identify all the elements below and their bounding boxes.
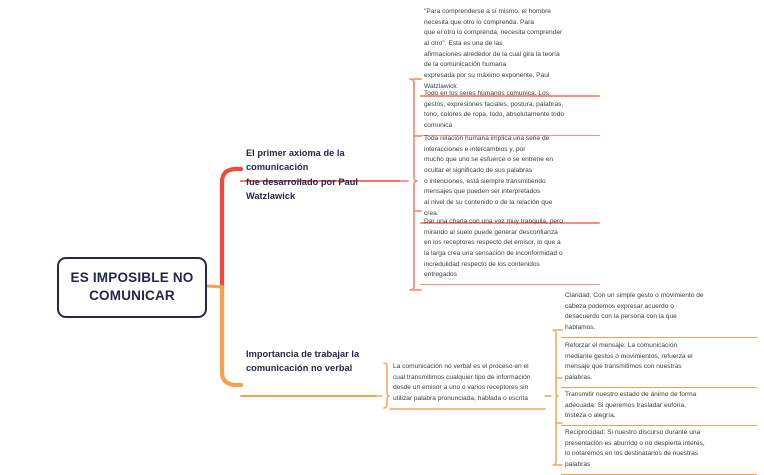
leaf-axioma-1-l4: al otro". Esta es una de las — [424, 40, 503, 48]
leaf-axioma-4-l4: la larga crea una sensación de inconformidad o — [424, 250, 563, 258]
leaf-axioma-1[interactable] — [420, 7, 600, 97]
leaf-axioma-4-l2: mirando al suelo puede generar desconfianza — [424, 228, 558, 236]
topic-axioma[interactable] — [246, 146, 406, 203]
leaf-axioma-4-l1: Dar una charla con una voz muy tranquila, pero — [424, 218, 563, 225]
topic-axioma-line1: El primer axioma de la comunicación — [246, 148, 345, 173]
leaf-no-verbal-3-l3: tristeza o alegría. — [565, 412, 616, 420]
leaf-no-verbal-1-l4: hablamos. — [565, 324, 596, 332]
leaf-axioma-3-l3: mucho que uno se esfuerce o se entrene en — [424, 156, 554, 164]
leaf-axioma-2-l1: Todo en los seres humanos comunica. Los — [424, 90, 549, 97]
leaf-axioma-3-l8: crea. — [424, 209, 439, 217]
leaf-axioma-2-l2: gestos, expresiones faciales, postura, palabras, — [424, 100, 564, 108]
leaf-axioma-4-l3: en los receptores respecto del emisor, lo que a — [424, 239, 561, 247]
leaf-no-verbal-4-l3: lo notaremos en los destinatarios de nuestras — [565, 450, 699, 458]
leaf-axioma-3-l4: ocultar el significado de sus palabras — [424, 167, 533, 175]
leaf-axioma-1-l2: necesita que otro lo comprenda. Para — [424, 18, 534, 26]
topic-no-verbal-line1: Importancia de trabajar la — [246, 349, 360, 359]
leaf-axioma-1-l5: afirmaciones alrededor de la cual gira la teoría — [424, 50, 560, 58]
root-label-line1: ES IMPOSIBLE NO — [70, 270, 194, 285]
leaf-no-verbal-2-l1: Reforzar el mensaje: La comunicación — [565, 342, 678, 349]
leaf-no-verbal-3[interactable] — [561, 390, 757, 426]
leaf-axioma-3-l1: Toda relación humana implica una serie de — [424, 135, 550, 142]
leaf-no-verbal-2-underline — [561, 387, 757, 388]
leaf-axioma-2[interactable] — [420, 89, 600, 136]
leaf-axioma-4[interactable] — [420, 217, 600, 285]
leaf-no-verbal-1[interactable] — [561, 291, 757, 338]
noverbal-leaves-bracket — [553, 330, 558, 465]
axioma-bracket — [410, 79, 417, 290]
leaf-no-verbal-3-l1: Transmitir nuestro estado de ánimo de forma — [565, 391, 697, 398]
leaf-no-verbal-2[interactable] — [561, 341, 757, 388]
definition-l1: La comunicación no verbal es el proceso en el — [393, 363, 529, 370]
root-node[interactable] — [57, 257, 207, 318]
leaf-axioma-1-l6: de la comunicación humana — [424, 61, 507, 69]
leaf-no-verbal-1-l2: cabeza podemos expresar acuerdo o — [565, 302, 674, 310]
leaf-no-verbal-4-l1: Reciprocidad: Si nuestro discurso durante una — [565, 429, 701, 436]
leaf-axioma-1-l7: expresada por su máximo exponente, Paul — [424, 72, 550, 80]
leaf-no-verbal-definition[interactable] — [389, 362, 545, 405]
leaf-axioma-1-l3: que el otro lo comprenda, necesita comprender — [424, 29, 563, 37]
leaf-no-verbal-2-l2: mediante gestos o movimientos, refuerza el — [565, 352, 693, 360]
leaf-no-verbal-3-l2: adecuada: Si queremos trasladar euforia, — [565, 401, 686, 409]
leaf-no-verbal-4[interactable] — [561, 428, 757, 475]
leaf-no-verbal-3-underline — [561, 425, 757, 426]
leaf-axioma-4-underline — [420, 284, 600, 285]
leaf-no-verbal-4-l2: presentación es aburrido o no despierta interés, — [565, 439, 705, 447]
leaf-axioma-2-l4: comunica — [424, 122, 453, 130]
leaf-no-verbal-2-l3: mensaje que transmitimos con nuestras — [565, 363, 682, 371]
definition-l2: cual transmitimos cualquier tipo de información — [393, 373, 531, 381]
topic-axioma-line2: fue desarrollado por Paul Watzlawick — [246, 176, 359, 201]
definition-l3: desde un emisor a uno o varios receptores sin — [393, 384, 529, 392]
leaf-axioma-4-l5: incredulidad respecto de los contenidos — [424, 260, 540, 268]
leaf-no-verbal-2-l4: palabras. — [565, 374, 593, 382]
topic-no-verbal-line2: comunicación no verbal — [246, 363, 353, 374]
root-label-line2: COMUNICAR — [89, 288, 175, 304]
topic-no-verbal[interactable] — [246, 347, 406, 376]
trunk-root-stub — [208, 286, 222, 287]
definition-l4: utilizar palabra pronunciada, hablada o escrita — [393, 395, 528, 403]
leaf-axioma-1-l8: Watzlawick — [424, 82, 457, 90]
leaf-axioma-3-l6: mensajes que pueden ser interpretados — [424, 188, 541, 196]
leaf-no-verbal-1-underline — [561, 337, 757, 338]
leaf-axioma-3[interactable] — [420, 134, 600, 224]
leaf-axioma-2-l3: tono, colores de ropa, todo, absolutamente todo — [424, 111, 565, 119]
leaf-axioma-4-l6: entregados — [424, 271, 457, 279]
leaf-axioma-3-l7: al nivel de su contenido o de la relación que — [424, 199, 553, 207]
leaf-no-verbal-1-l3: desacuerdo con la persona con la que — [565, 313, 677, 321]
leaf-no-verbal-1-l1: Claridad: Con un simple gesto o movimiento de — [565, 292, 704, 299]
leaf-no-verbal-4-l4: palabras — [565, 461, 591, 469]
leaf-axioma-1-l1: "Para comprenderse a sí mismo, el hombre — [424, 8, 551, 15]
leaf-axioma-3-l2: interacciones e intercambios y, por — [424, 145, 526, 153]
trunk-orange — [222, 287, 241, 385]
trunk-red — [222, 169, 241, 287]
leaf-axioma-3-l5: o intenciones, está siempre transmitiendo — [424, 177, 546, 185]
